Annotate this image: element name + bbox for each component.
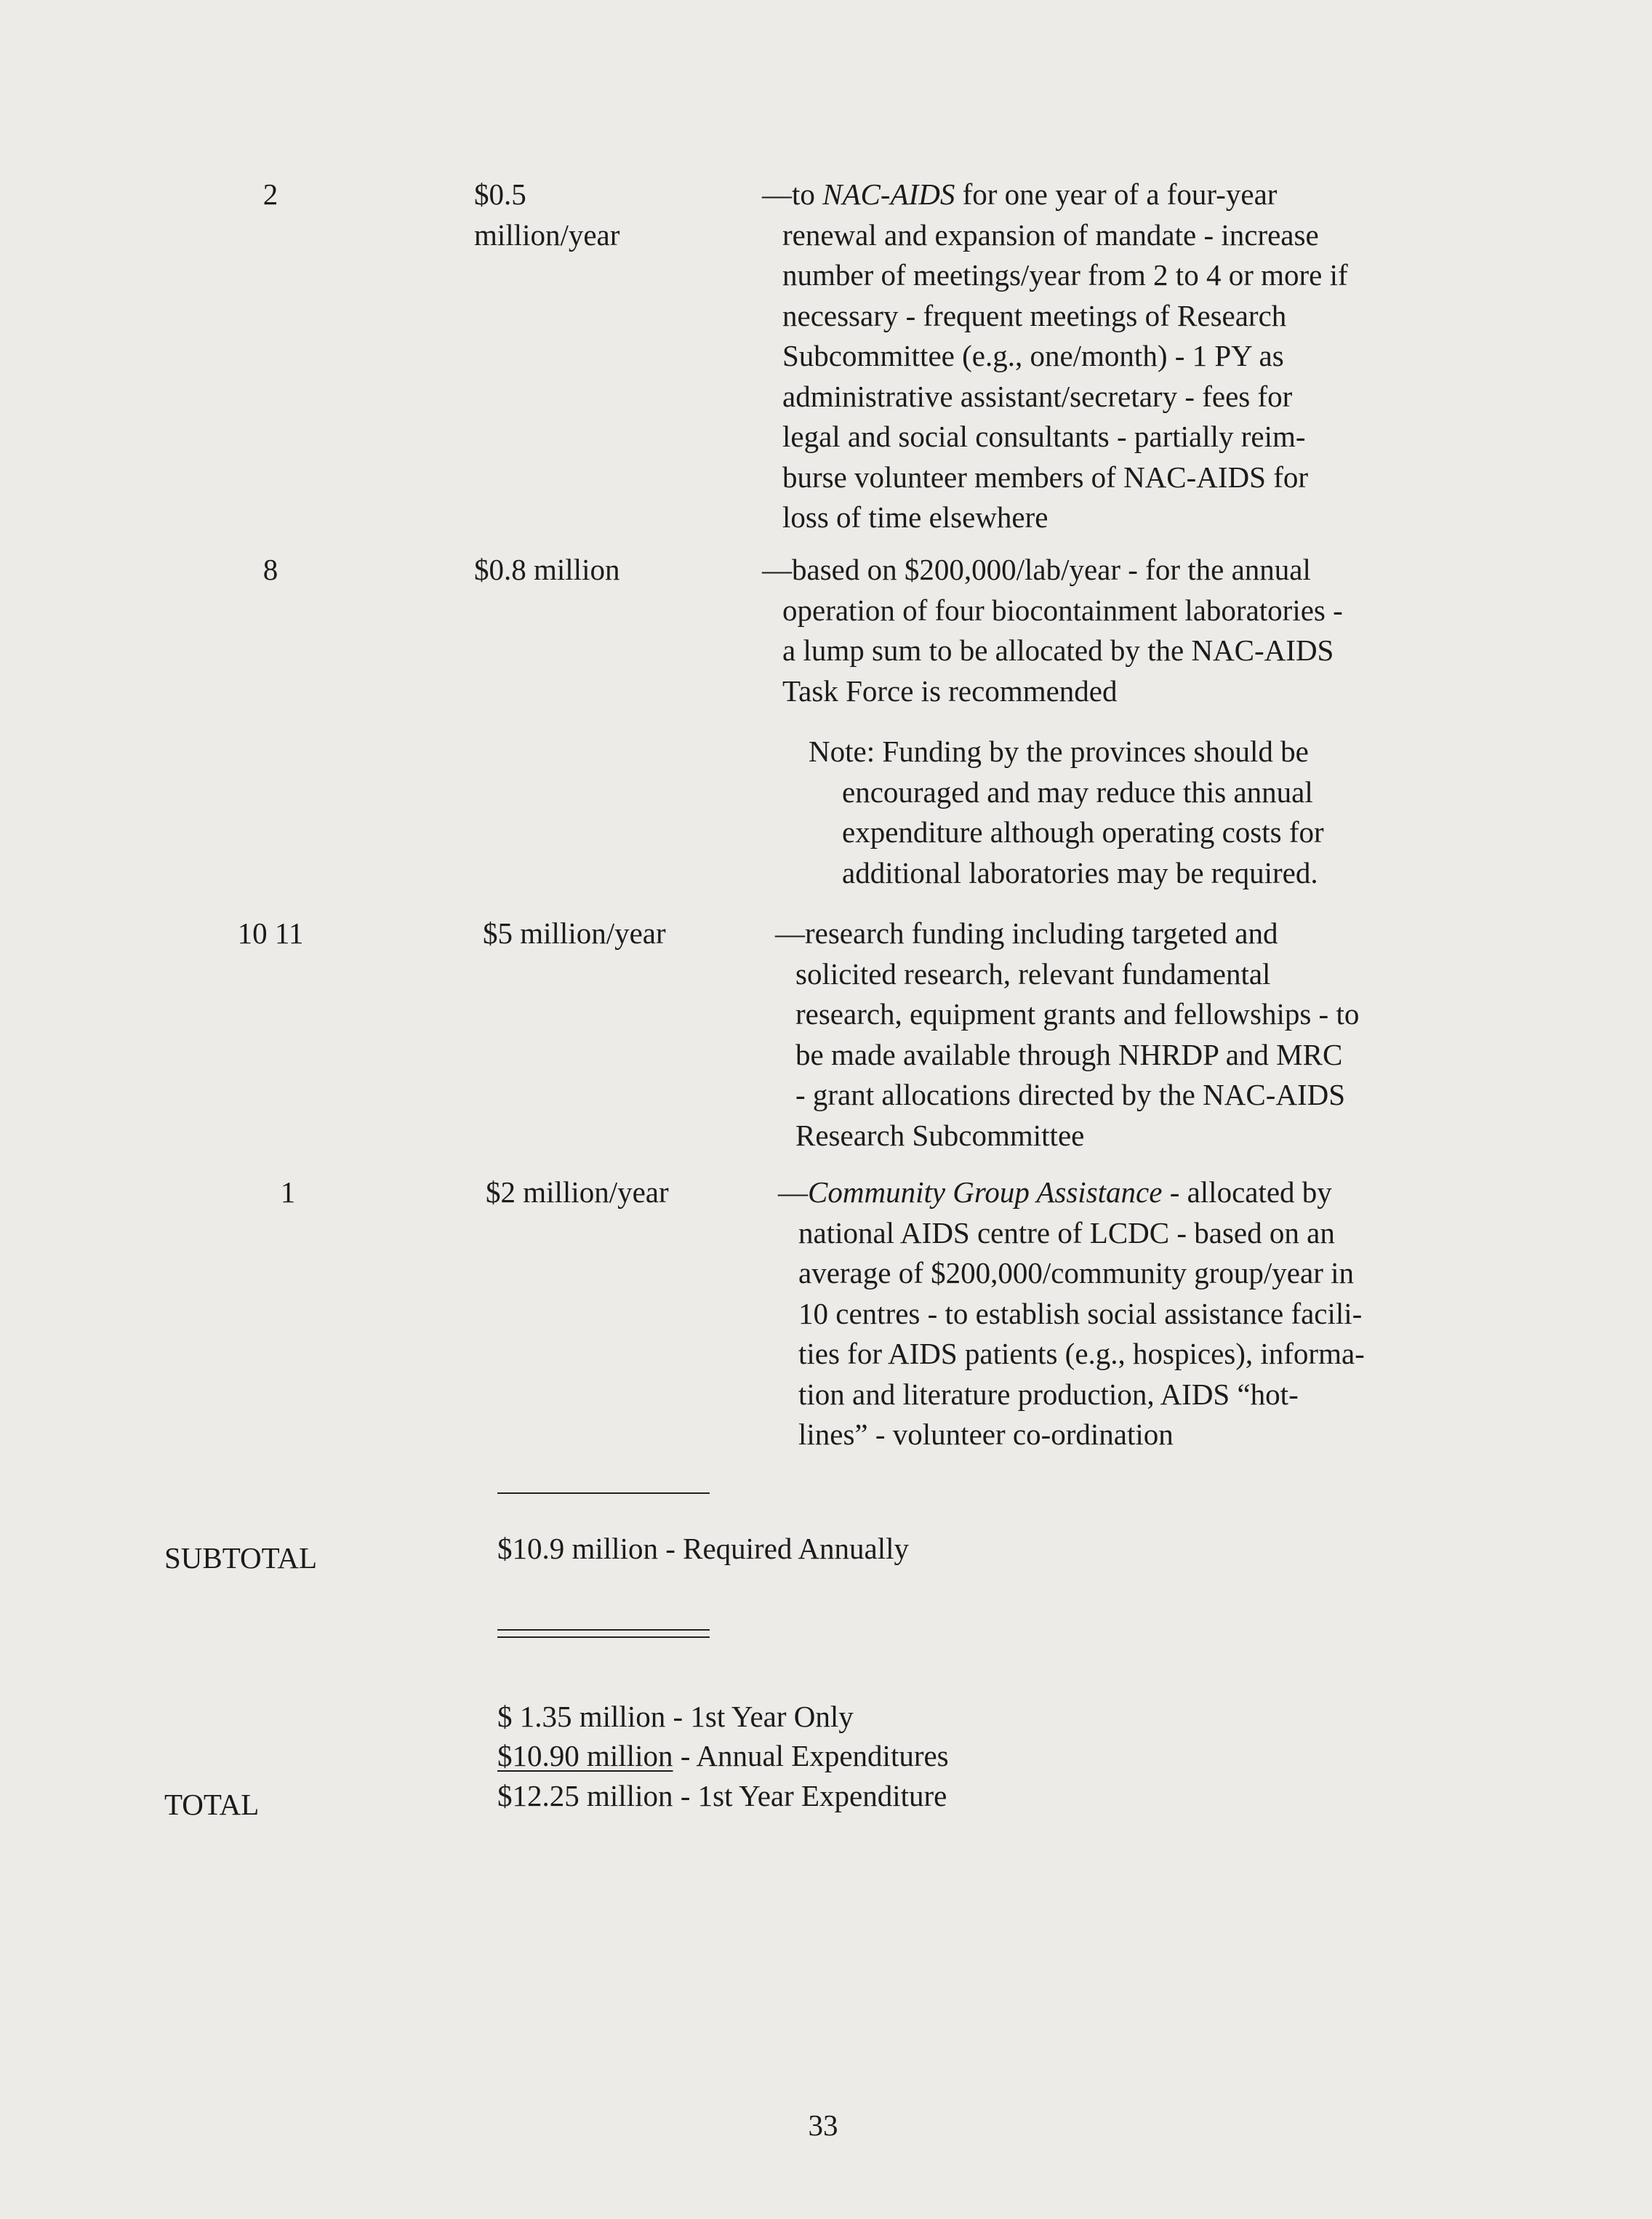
note-line: additional laboratories may be required. [842, 855, 1318, 889]
description-first-line [778, 1172, 1365, 1213]
description-line: administrative assistant/secretary - fees for [782, 379, 1293, 413]
first-year-expenditure: $12.25 million - 1st Year Expenditure [497, 1779, 947, 1812]
description-line: burse volunteer members of NAC-AIDS for [782, 460, 1309, 494]
description-line: —research funding including targeted and [775, 916, 1278, 950]
description-line: renewal and expansion of mandate - increase [782, 217, 1319, 252]
issue-number: 1 [280, 1175, 296, 1209]
description [762, 175, 1348, 538]
amount: $2 million/year [486, 1175, 669, 1209]
desc-italic: NAC-AIDS [822, 177, 955, 211]
description-line: Research Subcommittee [795, 1118, 1085, 1152]
amount: $0.8 million [474, 553, 620, 586]
issue-number: 8 [262, 553, 278, 586]
description-line: research, equipment grants and fellowships - to [795, 997, 1360, 1031]
note-line: Note: Funding by the provinces should be [809, 735, 1309, 768]
note-line: encouraged and may reduce this annual [842, 775, 1313, 809]
description-line: lines” - volunteer co-ordination [798, 1418, 1174, 1451]
description-line: necessary - frequent meetings of Research [782, 298, 1287, 332]
desc-italic: Community Group Assistance [808, 1175, 1163, 1209]
subtotal-rule [497, 1492, 710, 1494]
amount [474, 175, 620, 255]
annual-expenditures-amount: $10.90 million [497, 1739, 673, 1772]
description-line: number of meetings/year from 2 to 4 or more if [782, 258, 1348, 292]
annual-expenditures-label: - Annual Expenditures [673, 1739, 949, 1772]
description-line: loss of time elsewhere [782, 500, 1048, 534]
description [775, 913, 1360, 1156]
description-line: —based on $200,000/lab/year - for the annual [762, 553, 1311, 586]
annual-expenditures [497, 1736, 949, 1777]
page-number: 33 [808, 2108, 838, 2142]
description-line: legal and social consultants - partially reim- [782, 420, 1306, 453]
subtotal-amount: $10.9 million - Required Annually [497, 1532, 909, 1565]
issue-number: 2 [262, 177, 278, 211]
amount: $5 million/year [483, 916, 666, 950]
description [762, 550, 1343, 711]
description-line: average of $200,000/community group/year in [798, 1256, 1354, 1290]
desc-prefix: —to [762, 177, 823, 211]
first-year-only: $ 1.35 million - 1st Year Only [497, 1700, 854, 1733]
description-line: 10 centres - to establish social assistance facili- [798, 1296, 1363, 1330]
amount-line: $0.5 [474, 177, 526, 211]
issue-number: 10 11 [237, 916, 304, 950]
subtotal-label: SUBTOTAL [164, 1541, 318, 1575]
note-line: expenditure although operating costs for [842, 815, 1324, 849]
description-line: be made available through NHRDP and MRC [795, 1037, 1343, 1071]
double-rule-top [497, 1629, 710, 1631]
amount-line: million/year [474, 217, 620, 252]
desc-rest: for one year of a four-year [955, 177, 1278, 211]
description-line: operation of four biocontainment laboratories - [782, 593, 1343, 627]
description-line: - grant allocations directed by the NAC-AIDS [795, 1078, 1346, 1111]
description-line: Task Force is recommended [782, 673, 1118, 708]
total-label: TOTAL [164, 1788, 260, 1821]
note [809, 732, 1324, 893]
description-line: Subcommittee (e.g., one/month) - 1 PY as [782, 339, 1284, 372]
double-rule-bottom [497, 1636, 710, 1638]
desc-rest: - allocated by [1162, 1175, 1332, 1209]
desc-prefix: — [778, 1175, 808, 1209]
description-line: a lump sum to be allocated by the NAC-AIDS [782, 633, 1334, 667]
description-line: tion and literature production, AIDS “hot- [798, 1377, 1299, 1411]
description-line: ties for AIDS patients (e.g., hospices), informa- [798, 1337, 1365, 1370]
description-line: solicited research, relevant fundamental [795, 956, 1271, 991]
description-line: national AIDS centre of LCDC - based on an [798, 1215, 1335, 1250]
description-first-line [762, 175, 1348, 215]
description [778, 1172, 1365, 1455]
